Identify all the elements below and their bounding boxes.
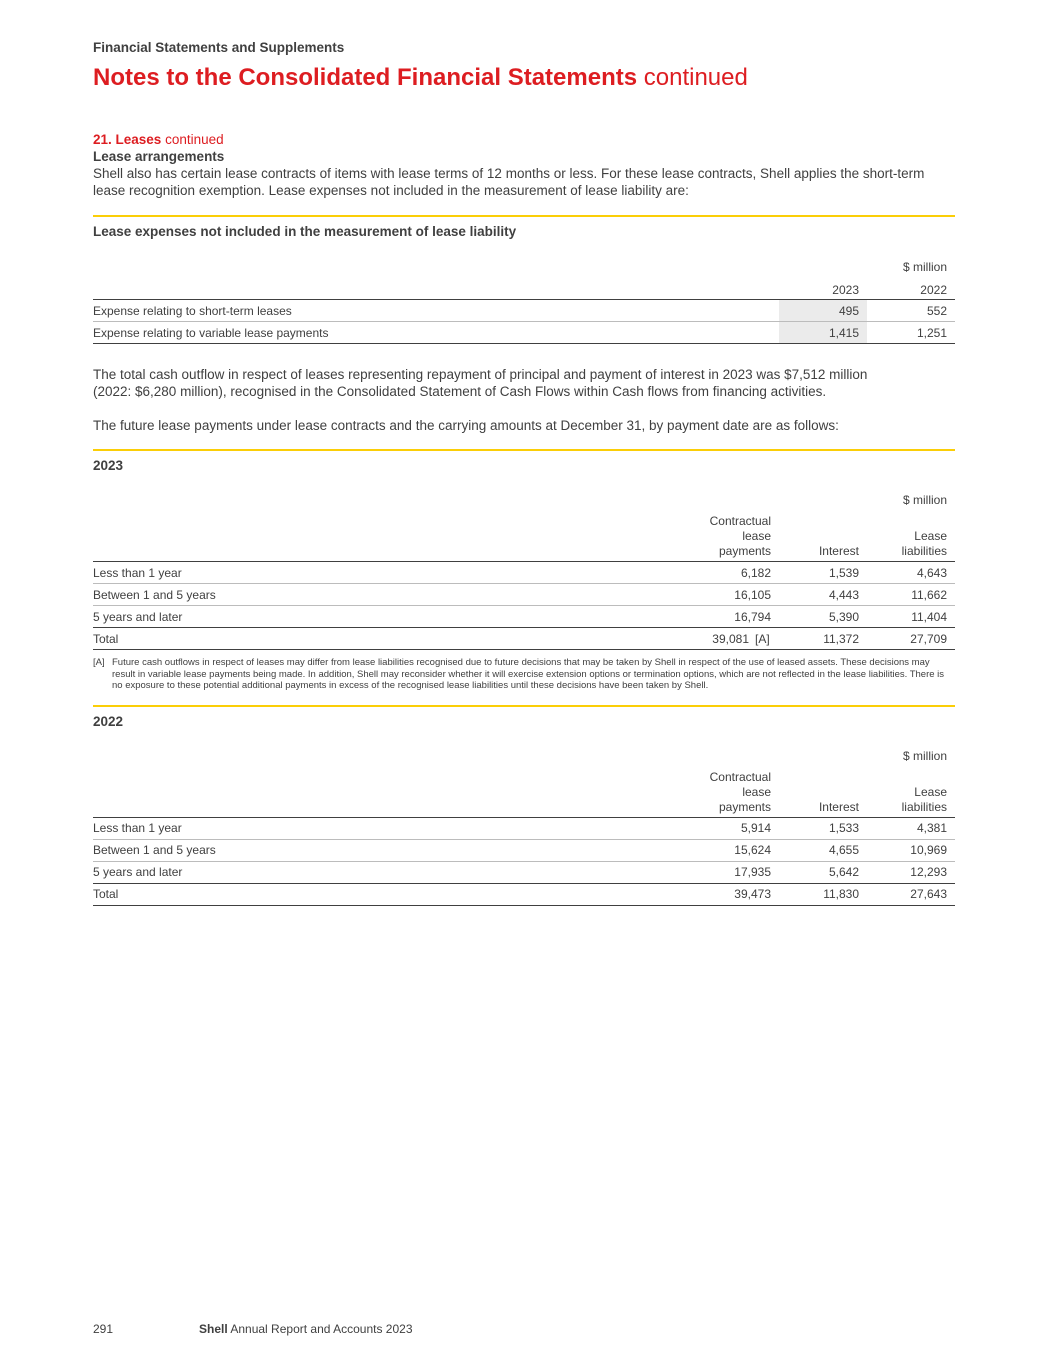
future-payments-paragraph: The future lease payments under lease contracts and the carrying amounts at December 31, by payment date are as follows: (93, 418, 839, 433)
total-row (93, 883, 955, 905)
cell-contract: 6,182 (693, 562, 779, 584)
row-label: Between 1 and 5 years (93, 839, 693, 861)
cell-contract: 16,105 (693, 584, 779, 606)
header-row (93, 766, 955, 818)
lease-arrangements-heading: Lease arrangements (93, 149, 225, 164)
cell-liabilities: 11,404 (867, 606, 955, 628)
header-line: Contractual (709, 514, 771, 528)
unit-row (93, 746, 955, 766)
page-title-suffix: continued (643, 64, 748, 91)
row-label: Between 1 and 5 years (93, 584, 693, 606)
cell-interest: 4,655 (779, 839, 867, 861)
unit-label: $ million (902, 260, 947, 274)
cell-liabilities: 11,662 (867, 584, 955, 606)
column-header-contractual (693, 510, 779, 562)
header-line: payments (718, 544, 771, 558)
unit-row (93, 490, 955, 510)
cell-interest: 4,443 (779, 584, 867, 606)
table-row (93, 322, 955, 344)
brand-name: Shell (199, 1322, 228, 1336)
header-line: liabilities (901, 544, 947, 558)
table-row (93, 562, 955, 584)
cash-outflow-paragraph: The total cash outflow in respect of leases representing repayment of principal and payment of interest in 2023 was $7,512 million (2022: $6,280 million), recognised in the Consolidated Statement of Cash Flows within Cash flows from financing activities. (93, 367, 868, 399)
table-row (93, 606, 955, 628)
table-row (93, 861, 955, 883)
cell-liabilities: 4,381 (867, 817, 955, 839)
footnote-ref: [A] (755, 631, 770, 646)
row-label: Less than 1 year (93, 817, 693, 839)
cell-interest: 11,830 (779, 883, 867, 905)
cell-2022: 1,251 (867, 322, 955, 344)
column-header-interest: Interest (779, 766, 867, 818)
cell-contract-value: 39,081 (712, 631, 749, 646)
report-name: Annual Report and Accounts 2023 (230, 1322, 413, 1336)
column-header: 2022 (867, 277, 955, 300)
cell-2022: 552 (867, 300, 955, 322)
cell-liabilities: 4,643 (867, 562, 955, 584)
page-title (93, 63, 955, 93)
table-row (93, 584, 955, 606)
column-header-interest: Interest (779, 510, 867, 562)
column-header-liabilities (867, 510, 955, 562)
row-label: Expense relating to short-term leases (93, 300, 779, 322)
future-lease-table-2022 (93, 746, 955, 906)
page (93, 40, 955, 906)
cell-contract: 5,914 (693, 817, 779, 839)
header-line: Lease (914, 784, 947, 799)
cell-interest: 1,539 (779, 562, 867, 584)
note-heading (93, 131, 955, 148)
cell-liabilities: 27,643 (867, 883, 955, 905)
footnote (93, 657, 955, 692)
table-row (93, 839, 955, 861)
column-header-liabilities (867, 766, 955, 818)
cell-interest: 11,372 (779, 628, 867, 650)
footnote-mark: [A] (93, 657, 105, 668)
note-continued: continued (165, 132, 224, 147)
cell-contract: 15,624 (693, 839, 779, 861)
section-label: Financial Statements and Supplements (93, 40, 345, 55)
header-line: lease (742, 784, 771, 799)
cell-liabilities: 27,709 (867, 628, 955, 650)
header-row (93, 510, 955, 562)
cell-2023: 1,415 (779, 322, 867, 344)
table-row (93, 300, 955, 322)
header-line: payments (718, 799, 771, 814)
divider-rule (93, 705, 955, 707)
table-row (93, 817, 955, 839)
page-number: 291 (93, 1322, 114, 1336)
cell-interest: 1,533 (779, 817, 867, 839)
header-line: Lease (914, 529, 947, 543)
page-title-text: Notes to the Consolidated Financial Statements (93, 64, 638, 91)
footer-brand (199, 1322, 413, 1336)
cell-contract (693, 628, 779, 650)
divider-rule (93, 449, 955, 451)
row-label: Less than 1 year (93, 562, 693, 584)
unit-row (93, 257, 955, 277)
row-label: Expense relating to variable lease payments (93, 322, 779, 344)
cell-interest: 5,642 (779, 861, 867, 883)
row-label: 5 years and later (93, 861, 693, 883)
row-label: 5 years and later (93, 606, 693, 628)
header-row (93, 277, 955, 300)
page-footer (93, 1322, 413, 1336)
table-title-2023: 2023 (93, 458, 124, 473)
table-title: Lease expenses not included in the measurement of lease liability (93, 224, 517, 239)
cell-2023: 495 (779, 300, 867, 322)
divider-rule (93, 215, 955, 217)
footnote-text: Future cash outflows in respect of leases may differ from lease liabilities recognised due to future decisions that may be taken by Shell in respect of the use of leased assets. These decisions may result in variable lease payments being made. In addition, Shell may reconsider whether it will exercise extension options or termination options, which are not reflected in the lease liabilities. There is no exposure to these potential additional payments in excess of the recognised lease liabilities until these decisions have been taken by Shell. (112, 657, 945, 691)
unit-label: $ million (902, 748, 947, 763)
header-line: lease (742, 529, 771, 543)
cell-liabilities: 12,293 (867, 861, 955, 883)
total-row (93, 628, 955, 650)
column-header-contractual (693, 766, 779, 818)
unit-label: $ million (902, 493, 947, 507)
intro-paragraph: Shell also has certain lease contracts of items with lease terms of 12 months or less. For these lease contracts, Shell applies the short-term lease recognition exemption. Lease expenses not included in the measurement of lease liability are: (93, 166, 925, 198)
cell-liabilities: 10,969 (867, 839, 955, 861)
header-line: liabilities (901, 799, 947, 814)
header-line: Contractual (709, 769, 771, 784)
row-label: Total (93, 628, 693, 650)
row-label: Total (93, 883, 693, 905)
cell-contract: 39,473 (693, 883, 779, 905)
cell-contract: 17,935 (693, 861, 779, 883)
table-title-2022: 2022 (93, 713, 124, 729)
cell-interest: 5,390 (779, 606, 867, 628)
column-header: 2023 (779, 277, 867, 300)
cell-contract: 16,794 (693, 606, 779, 628)
note-number-title: 21. Leases (93, 132, 162, 147)
lease-expenses-table (93, 257, 955, 344)
future-lease-table-2023 (93, 490, 955, 650)
